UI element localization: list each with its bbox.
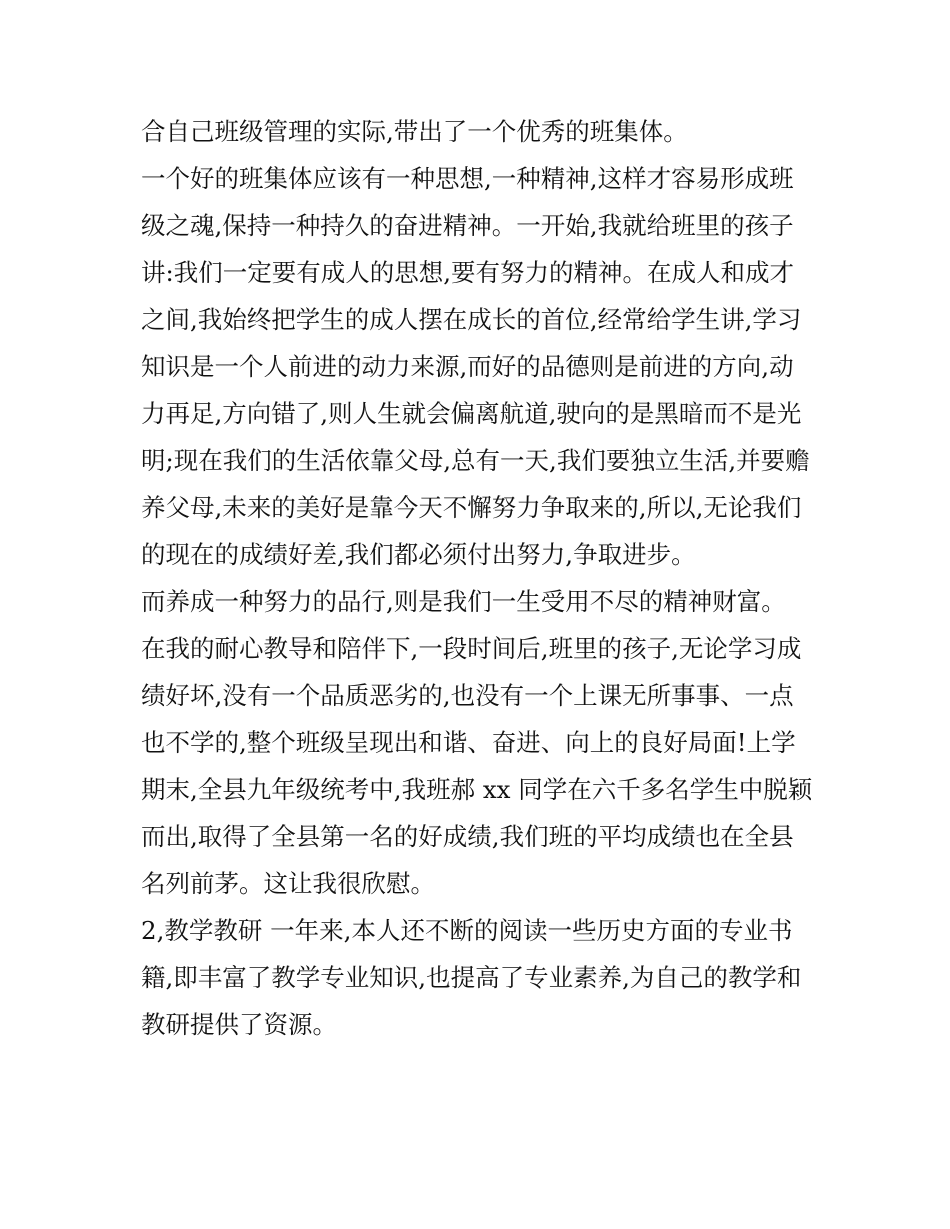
text-line: 名列前茅。这让我很欣慰。 [141,869,435,898]
text-line: 一个好的班集体应该有一种思想,一种精神,这样才容易形成班 [141,164,794,193]
text-line: 籍,即丰富了教学专业知识,也提高了专业素养,为自己的教学和 [141,963,802,992]
text-line: 知识是一个人前进的动力来源,而好的品德则是前进的方向,动 [141,352,794,381]
text-line: 养父母,未来的美好是靠今天不懈努力争取来的,所以,无论我们 [141,493,802,522]
text-line: 而养成一种努力的品行,则是我们一生受用不尽的精神财富。 [141,587,786,616]
text-line: 级之魂,保持一种持久的奋进精神。一开始,我就给班里的孩子 [141,211,794,240]
text-line: 而出,取得了全县第一名的好成绩,我们班的平均成绩也在全县 [141,822,794,851]
text-line: 绩好坏,没有一个品质恶劣的,也没有一个上课无所事事、一点 [141,681,794,710]
text-line: 的现在的成绩好差,我们都必须付出努力,争取进步。 [141,540,696,569]
text-line: 在我的耐心教导和陪伴下,一段时间后,班里的孩子,无论学习成 [141,634,802,663]
text-line: 明;现在我们的生活依靠父母,总有一天,我们要独立生活,并要赡 [141,446,810,475]
document-body [141,108,821,1048]
text-line: 力再足,方向错了,则人生就会偏离航道,驶向的是黑暗而不是光 [141,399,802,428]
text-line: 之间,我始终把学生的成人摆在成长的首位,经常给学生讲,学习 [141,305,802,334]
text-line: 讲:我们一定要有成人的思想,要有努力的精神。在成人和成才 [141,258,795,287]
text-line: 期末,全县九年级统考中,我班郝 xx 同学在六千多名学生中脱颖 [141,775,813,804]
text-line: 2,教学教研 一年来,本人还不断的阅读一些历史方面的专业书 [141,916,793,945]
text-line: 教研提供了资源。 [141,1010,337,1039]
text-line: 也不学的,整个班级呈现出和谐、奋进、向上的良好局面!上学 [141,728,796,757]
text-line: 合自己班级管理的实际,带出了一个优秀的班集体。 [141,117,688,146]
